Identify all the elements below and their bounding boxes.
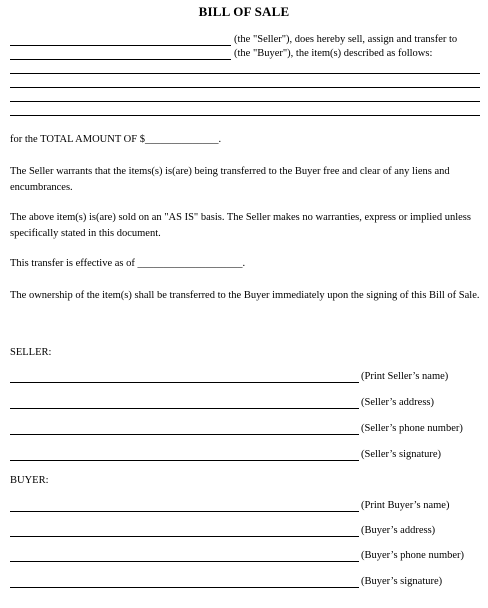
item-description-line[interactable] — [10, 115, 480, 116]
seller-heading: SELLER: — [10, 347, 52, 358]
warranty-text: The Seller warrants that the items(s) is(are) being transferred to the Buyer free and clear of any liens and encumbrances. — [10, 166, 450, 193]
seller-signature-label: (Seller’s signature) — [361, 449, 441, 460]
seller-signature-line[interactable] — [10, 460, 359, 461]
seller-address-line[interactable] — [10, 408, 359, 409]
intro-buyer-text: (the "Buyer"), the item(s) described as follows: — [234, 48, 433, 59]
buyer-phone-label: (Buyer’s phone number) — [361, 550, 465, 561]
buyer-name-blank[interactable] — [10, 59, 231, 60]
item-description-line[interactable] — [10, 73, 480, 74]
buyer-phone-line[interactable] — [10, 561, 359, 562]
buyer-signature-label: (Buyer’s signature) — [361, 576, 443, 587]
buyer-address-label: (Buyer’s address) — [361, 525, 436, 536]
total-amount-text: for the TOTAL AMOUNT OF $______________. — [10, 134, 222, 145]
document-title: BILL OF SALE — [198, 4, 290, 19]
buyer-address-line[interactable] — [10, 536, 359, 537]
buyer-name-line[interactable] — [10, 511, 359, 512]
seller-phone-line[interactable] — [10, 434, 359, 435]
intro-seller-text: (the "Seller"), does hereby sell, assign and transfer to — [234, 34, 458, 45]
buyer-name-label: (Print Buyer’s name) — [361, 500, 450, 511]
seller-address-label: (Seller’s address) — [361, 397, 434, 408]
item-description-line[interactable] — [10, 101, 480, 102]
effective-date-text: This transfer is effective as of ____________________. — [10, 258, 246, 269]
seller-phone-label: (Seller’s phone number) — [361, 423, 463, 434]
as-is-text: The above item(s) is(are) sold on an "AS IS" basis. The Seller makes no warranties, express or implied unless specifically stated in this document. — [10, 212, 471, 239]
buyer-signature-line[interactable] — [10, 587, 359, 588]
seller-name-line[interactable] — [10, 382, 359, 383]
seller-name-label: (Print Seller’s name) — [361, 371, 449, 382]
buyer-heading: BUYER: — [10, 475, 49, 486]
item-description-line[interactable] — [10, 87, 480, 88]
ownership-text: The ownership of the item(s) shall be transferred to the Buyer immediately upon the signing of this Bill of Sale. — [10, 290, 480, 301]
seller-name-blank[interactable] — [10, 45, 231, 46]
